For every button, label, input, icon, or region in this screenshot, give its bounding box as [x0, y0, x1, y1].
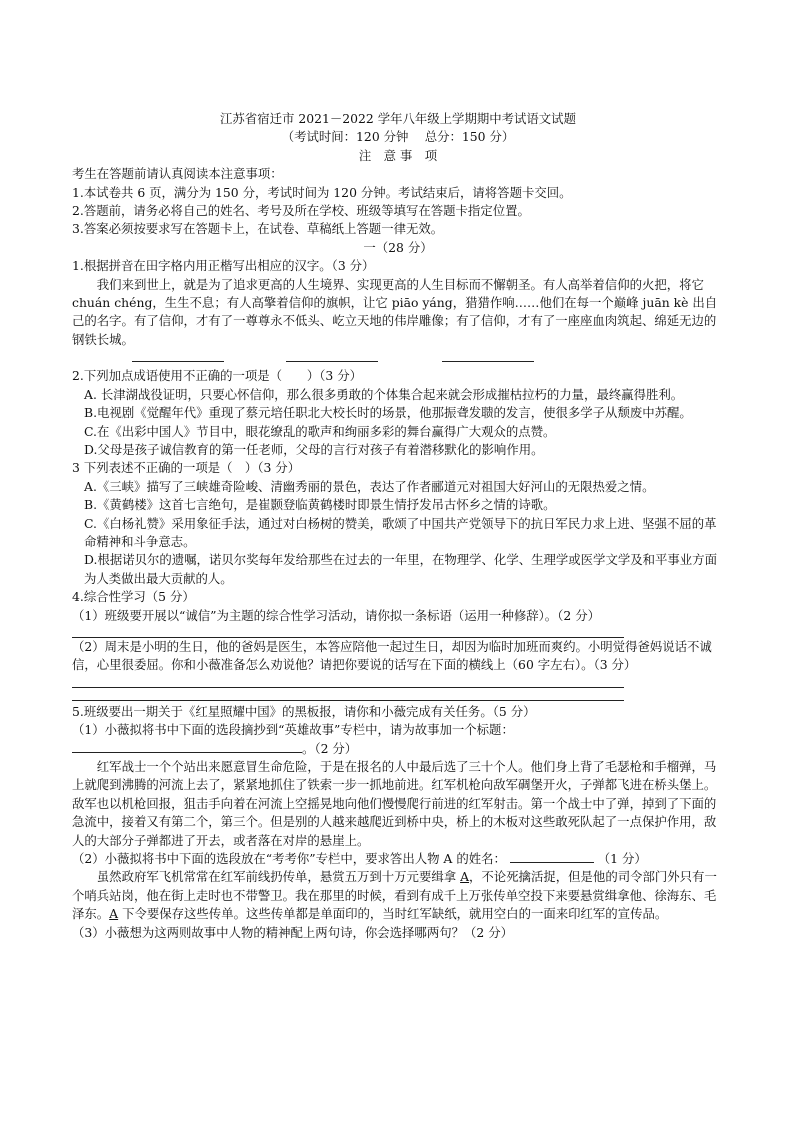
q4-answer-line-3[interactable] — [72, 688, 624, 701]
notice-intro: 考生在答题前请认真阅读本注意事项： — [72, 166, 283, 182]
q2-stem: 2.下列加点成语使用不正确的一项是（ ）（3 分） — [72, 368, 363, 384]
q1-passage: 我们来到世上，就是为了追求更高的人生境界、实现更高的人生目标而不懈朝圣。有人高举着信仰的火把，将它 chuán chéng，生生不息；有人高擎着信仰的旗帜，让它 piāo yáng，猎猎作响……他们在每一个巅峰 juān kè 出自己的名字。有了信仰，才有了一尊尊永不低头、屹立天地的伟岸雕像；有了信仰，才有了一座座血肉筑起、绵延无边的钢铁长城。 — [72, 276, 718, 347]
q5-person-a-marker-2: A — [109, 906, 119, 922]
q5-passage-2-part-3: 下令要保存这些传单。这些传单都是单面印的，当时红军缺纸，就用空白的一面来印红军的宣传品。 — [118, 906, 668, 922]
q5-sub2: （2）小薇拟将书中下面的选段放在“考考你”专栏中，要求答出人物 A 的姓名： — [72, 851, 506, 867]
notice-item-3: 3.答案必须按要求写在答题卡上，在试卷、草稿纸上答题一律无效。 — [72, 221, 444, 237]
q2-option-b: B.电视剧《觉醒年代》重现了蔡元培任职北大校长时的场景，他那振聋发聩的发言，使很多学子从颓废中苏醒。 — [84, 405, 692, 421]
q4-sub2: （2）周末是小明的生日，他的爸妈是医生，本答应陪他一起过生日，却因为临时加班而爽约。小明觉得爸妈说话不诚信，心里很委屈。你和小薇准备怎么劝说他？请把你要说的话写在下面的横线上（60 字左右）。（3 分） — [72, 638, 712, 673]
q5-passage-2-part-1: 虽然政府军飞机常常在红军前线扔传单，悬赏五万到十万元要缉拿 — [96, 869, 461, 885]
q1-blank-3[interactable] — [442, 349, 534, 362]
q5-person-a-marker: A — [460, 869, 470, 885]
section-one-label: 一（28 分） — [363, 239, 433, 255]
exam-page — [72, 110, 724, 942]
q5-sub1-answer-row — [72, 740, 724, 758]
q4-stem: 4.综合性学习（5 分） — [72, 589, 195, 605]
notice-title: 注 意 事 项 — [358, 147, 438, 163]
q3-option-c: C.《白杨礼赞》采用象征手法，通过对白杨树的赞美，歌颂了中国共产党领导下的抗日军民力求上进、坚强不屈的革命精神和斗争意志。 — [84, 515, 717, 549]
notice-item-2: 2.答题前，请务必将自己的姓名、考号及所在学校、班级等填写在答题卡指定位置。 — [72, 203, 530, 219]
q1-answer-blanks — [72, 349, 724, 367]
q1-blank-1[interactable] — [132, 349, 224, 362]
q5-title-blank[interactable] — [72, 740, 302, 753]
q5-name-blank[interactable] — [510, 850, 594, 863]
q5-sub1: （1）小薇拟将书中下面的选段摘抄到“英雄故事”专栏中，请为故事加一个标题： — [72, 722, 514, 738]
q3-option-d: D.根据诺贝尔的遗嘱，诺贝尔奖每年发给那些在过去的一年里，在物理学、化学、生理学或医学文学及和平事业方面为人类做出最大贡献的人。 — [84, 552, 717, 586]
q5-passage-2-part-2: ，不论死擒活捉，但是他的司令部门外只有一个哨兵站岗，他在街上走时也不带警卫。我在那里的时候，看到有成千上万张传单空投下来要悬赏缉拿他、徐海东、毛泽东。 — [72, 869, 717, 922]
q5-passage-2 — [72, 868, 724, 923]
q5-sub2-row — [72, 850, 724, 868]
q5-passage-1: 红军战士一个个站出来愿意冒生命危险，于是在报名的人中最后选了三十个人。他们身上背了毛瑟枪和手榴弹，马上就爬到沸腾的河流上去了，紧紧地抓住了铁索一步一抓地前进。红军机枪向敌军碉堡开火，子弹都飞进在桥头堡上。敌军也以机枪回报，狙击手向着在河流上空摇晃地向他们慢慢爬行前进的红军射击。第一个战士中了弹，掉到了下面的急流中，接着又有第二个，第三个。但是别的人越来越爬近到桥中央，桥上的木板对这些敢死队起了一点保护作用，敌人的大部分子弹都进了开去，或者落在对岸的悬崖上。 — [72, 759, 717, 848]
q1-blank-2[interactable] — [286, 349, 378, 362]
exam-subtitle: （考试时间：120 分钟 总分：150 分） — [281, 129, 515, 145]
exam-title: 江苏省宿迁市 2021－2022 学年八年级上学期期中考试语文试题 — [220, 111, 576, 126]
q4-answer-line-2[interactable] — [72, 675, 624, 688]
q3-option-a: A.《三峡》描写了三峡雄奇险峻、清幽秀丽的景色，表达了作者郦道元对祖国大好河山的无限热爱之情。 — [84, 478, 655, 494]
q5-sub3: （3）小薇想为这两则故事中人物的精神配上两句诗，你会选择哪两句？（2 分） — [72, 924, 513, 940]
q2-option-d: D.父母是孩子诚信教育的第一任老师，父母的言行对孩子有着潜移默化的影响作用。 — [84, 441, 544, 457]
q5-sub1-score: 。（2 分） — [302, 740, 358, 756]
q1-stem: 1.根据拼音在田字格内用正楷写出相应的汉字。（3 分） — [72, 258, 375, 274]
notice-item-1: 1.本试卷共 6 页，满分为 150 分，考试时间为 120 分钟。考试结束后，请将答题卡交回。 — [72, 184, 572, 200]
q5-sub2-score: （1 分） — [597, 851, 647, 867]
q2-option-c: C.在《出彩中国人》节目中，眼花缭乱的歌声和绚丽多彩的舞台赢得广大观众的点赞。 — [84, 423, 556, 439]
q4-sub1: （1）班级要开展以“诚信”为主题的综合性学习活动，请你拟一条标语（运用一种修辞）。（2 分） — [72, 607, 600, 623]
q5-stem: 5.班级要出一期关于《红星照耀中国》的黑板报，请你和小薇完成有关任务。（5 分） — [72, 703, 536, 719]
q4-answer-line-1[interactable] — [72, 625, 624, 638]
q3-stem: 3 下列表述不正确的一项是（ ）（3 分） — [72, 460, 301, 476]
q3-option-b: B.《黄鹤楼》这首七言绝句，是崔颢登临黄鹤楼时即景生情抒发吊古怀乡之情的诗歌。 — [84, 497, 556, 513]
q2-option-a: A. 长津湖战役证明，只要心怀信仰，那么很多勇敢的个体集合起来就会形成摧枯拉朽的力量，最终赢得胜利。 — [84, 386, 684, 402]
